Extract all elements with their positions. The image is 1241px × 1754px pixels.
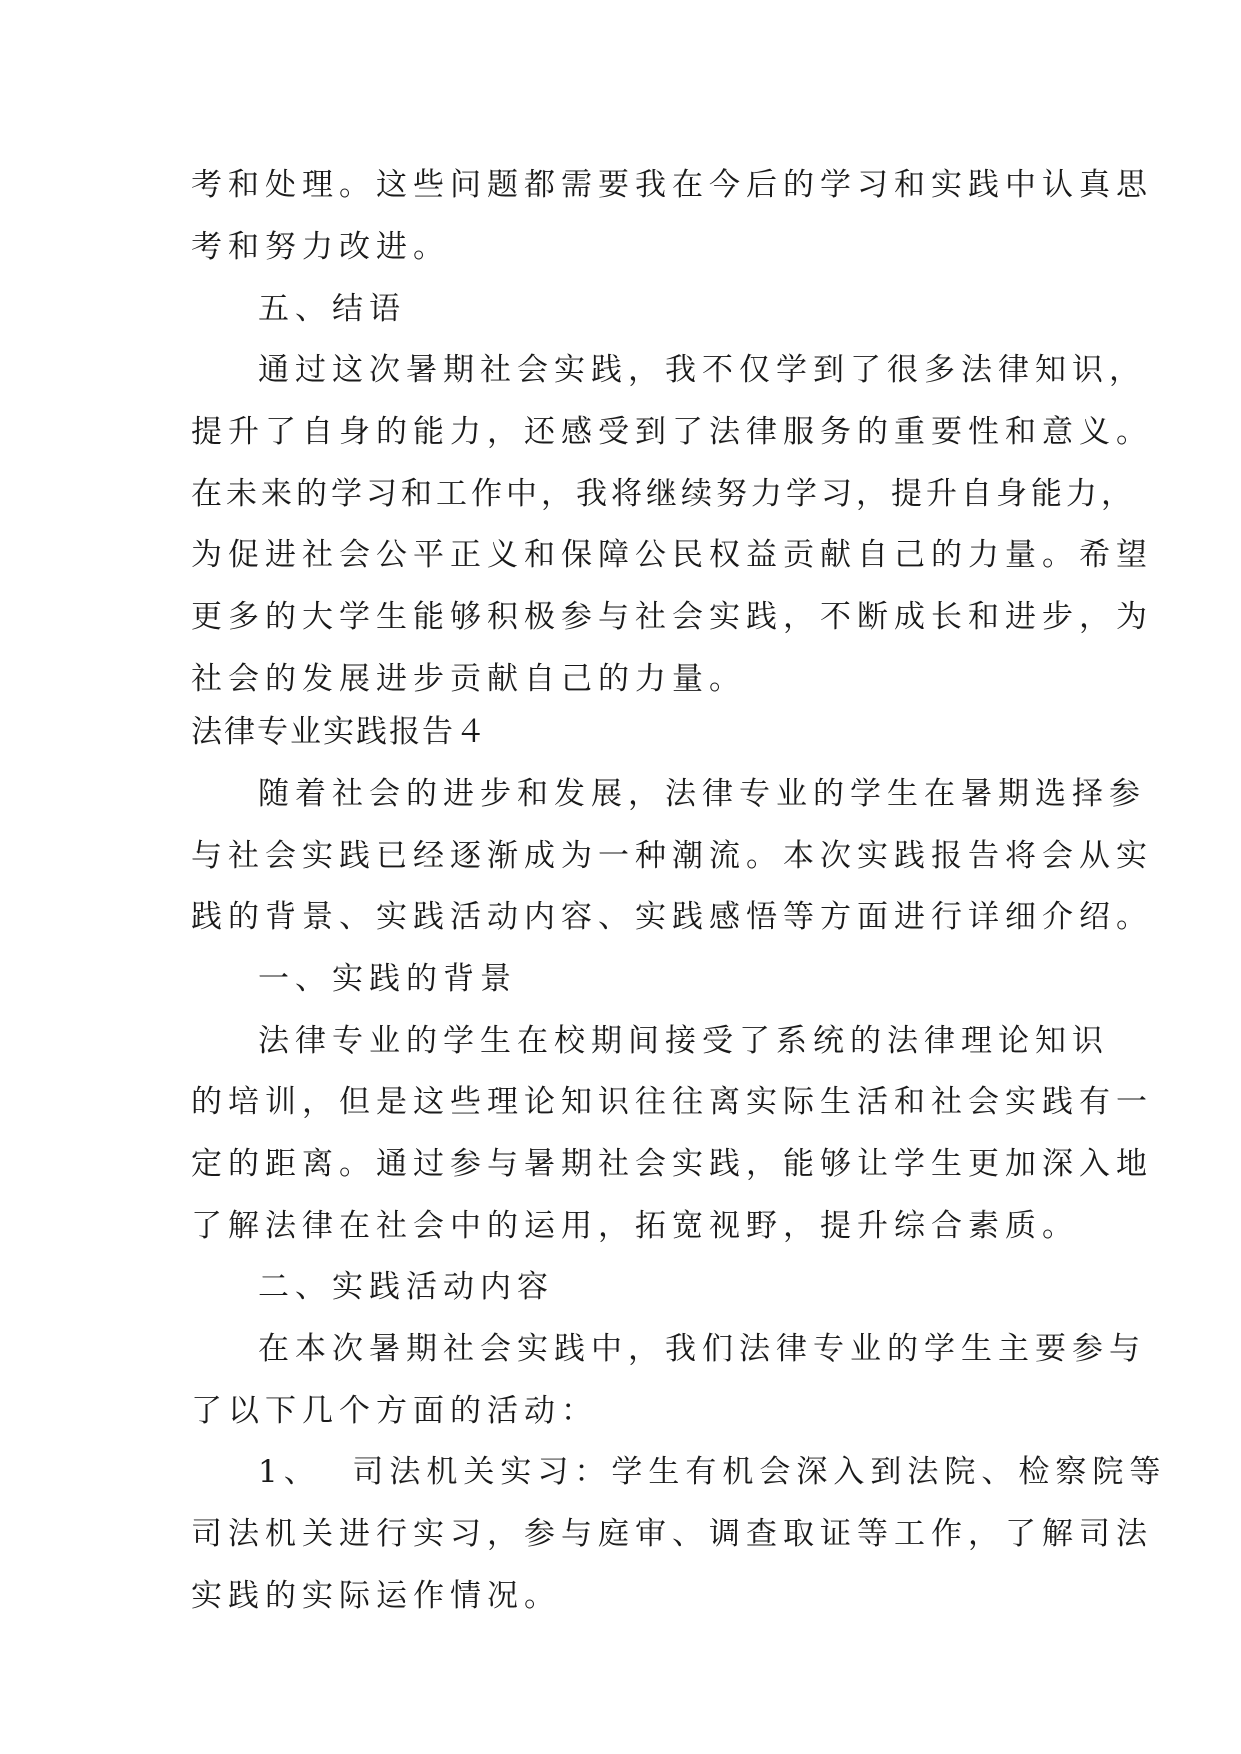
paragraph-line: 更多的大学生能够积极参与社会实践，不断成长和进步，为: [191, 599, 1153, 635]
section-heading: 五、结语: [258, 291, 406, 327]
section-heading: 二、实践活动内容: [258, 1269, 554, 1305]
paragraph-line: 考和处理。这些问题都需要我在今后的学习和实践中认真思: [191, 167, 1153, 203]
paragraph-line: 随着社会的进步和发展，法律专业的学生在暑期选择参: [258, 776, 1146, 812]
paragraph-line: 了解法律在社会中的运用，拓宽视野，提升综合素质。: [191, 1208, 1079, 1244]
paragraph-line: 定的距离。通过参与暑期社会实践，能够让学生更加深入地: [191, 1146, 1153, 1182]
paragraph-line: 法律专业的学生在校期间接受了系统的法律理论知识: [258, 1023, 1109, 1059]
paragraph-line: 践的背景、实践活动内容、实践感悟等方面进行详细介绍。: [191, 899, 1153, 935]
paragraph-line: 的培训，但是这些理论知识往往离实际生活和社会实践有一: [191, 1084, 1153, 1120]
section-heading: 一、实践的背景: [258, 961, 517, 997]
list-item: 1、 司法机关实习：学生有机会深入到法院、检察院等: [258, 1454, 1167, 1490]
report-title: 法律专业实践报告４: [191, 714, 488, 750]
paragraph-line: 考和努力改进。: [191, 229, 450, 265]
paragraph-line: 提升了自身的能力，还感受到了法律服务的重要性和意义。: [191, 414, 1153, 450]
paragraph-line: 了以下几个方面的活动：: [191, 1393, 598, 1429]
paragraph-line: 在未来的学习和工作中，我将继续努力学习，提升自身能力，: [191, 476, 1136, 512]
paragraph-line: 社会的发展进步贡献自己的力量。: [191, 661, 746, 697]
paragraph-line: 实践的实际运作情况。: [191, 1578, 561, 1614]
paragraph-line: 在本次暑期社会实践中，我们法律专业的学生主要参与: [258, 1331, 1146, 1367]
paragraph-line: 司法机关进行实习，参与庭审、调查取证等工作，了解司法: [191, 1516, 1153, 1552]
paragraph-line: 为促进社会公平正义和保障公民权益贡献自己的力量。希望: [191, 537, 1153, 573]
paragraph-line: 与社会实践已经逐渐成为一种潮流。本次实践报告将会从实: [191, 838, 1153, 874]
paragraph-line: 通过这次暑期社会实践，我不仅学到了很多法律知识，: [258, 352, 1146, 388]
